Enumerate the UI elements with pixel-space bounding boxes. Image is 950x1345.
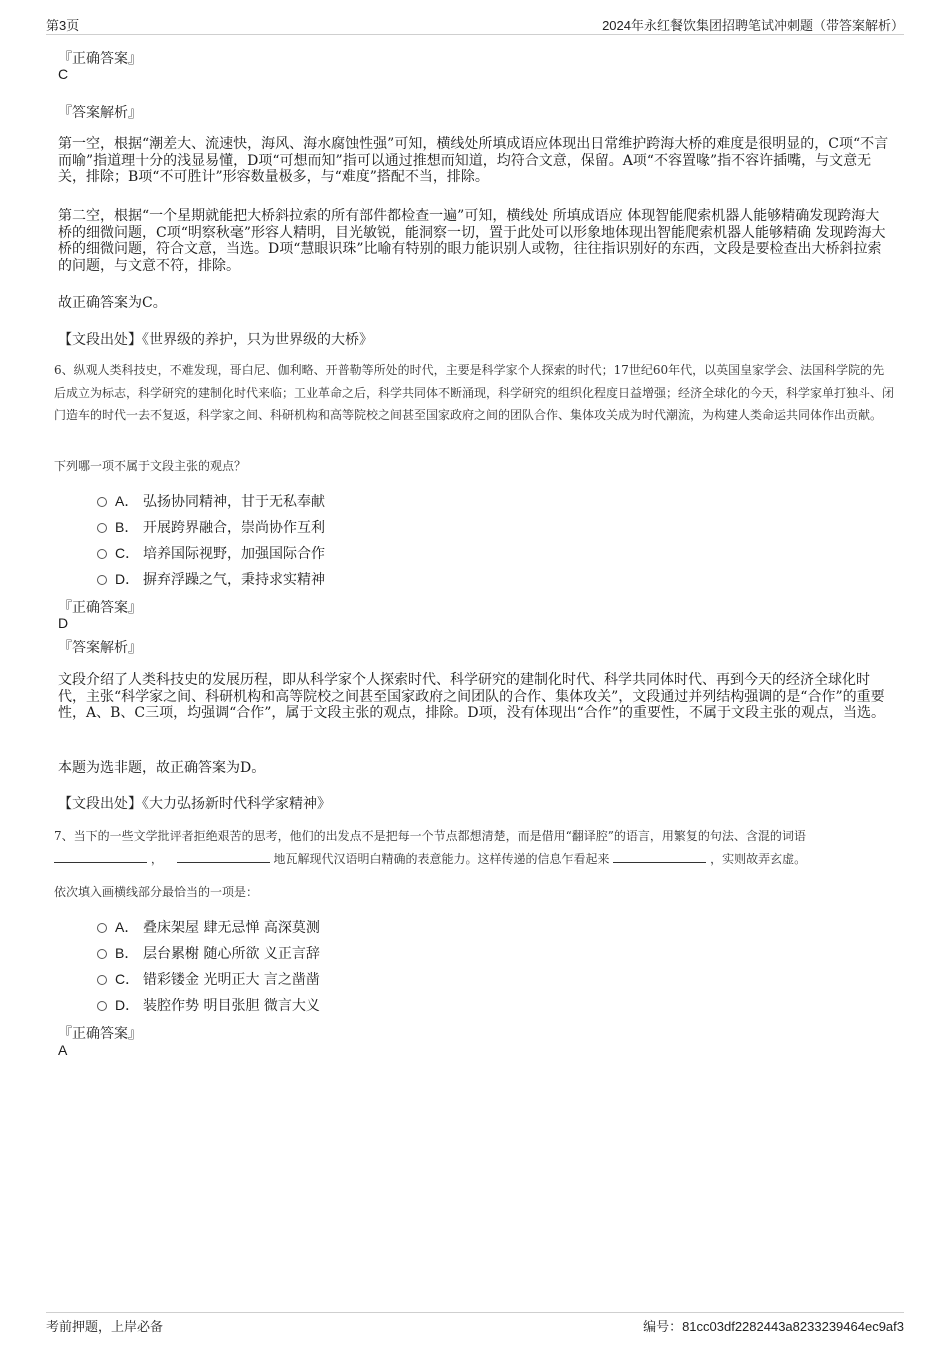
q7-answer-label: 『正确答案』: [58, 1026, 142, 1042]
page-footer: [46, 1312, 904, 1335]
q6-source: 【文段出处】《大力弘扬新时代科学家精神》: [58, 796, 331, 812]
page-number: 第3页: [46, 18, 80, 33]
option-text: 层台累榭 随心所欲 义正言辞: [143, 946, 320, 962]
q5-source: 【文段出处】《世界级的养护，只为世界级的大桥》: [58, 332, 373, 348]
q5-answer-label: 『正确答案』: [58, 51, 142, 67]
option-key: C．: [115, 971, 140, 987]
q5-analysis-para2: 第二空，根据“一个星期就能把大桥斜拉索的所有部件都检查一遍”可知，横线处 所填成语应 体现智能爬索机器人能够精确发现跨海大桥的细微问题，C项“明察秋毫”形容人精明，目光敏锐，能洞察一切，置于此处可以形象地体现出智能爬索机器人能够精确 发现跨海大桥的细微问题，符合文意，当选。D项“慧眼识珠”比喻有特别的眼力能识别人或物，往往指识别好的东西，文段是要检查出大桥斜拉索的问题，与文意不符，排除。: [58, 208, 886, 274]
q7-blank-2: [177, 850, 270, 863]
q5-answer: C: [58, 66, 69, 82]
option-text: 开展跨界融合，崇尚协作互利: [143, 520, 325, 536]
option-text: 弘扬协同精神，甘于无私奉献: [143, 494, 325, 510]
page-header: [46, 14, 904, 35]
q5-analysis-label: 『答案解析』: [58, 105, 142, 121]
radio-icon[interactable]: [97, 949, 107, 959]
option-key: A．: [115, 919, 139, 935]
q7-blank-1: [54, 850, 147, 863]
option-key: C．: [115, 545, 140, 561]
option-key: A．: [115, 493, 139, 509]
q7-text-part4: ，实则故弄玄虚。: [710, 851, 807, 866]
q5-analysis-para1: 第一空，根据“潮差大、流速快，海风、海水腐蚀性强”可知，横线处所填成语应体现出日常维护跨海大桥的难度是很明显的，C项“不言而喻”指道理十分的浅显易懂，D项“可想而知”指可以通过推想而知道，均符合文意，保留。A项“不容置喙”指不容许插嘴，与文意无关，排除；B项“不可胜计”形容数量极多，与“难度”搭配不当，排除。: [58, 136, 889, 185]
q7-answer: A: [58, 1042, 68, 1058]
q6-question-text: 6、纵观人类科技史，不难发现，哥白尼、伽利略、开普勒等所处的时代，主要是科学家个人探索的时代；17世纪60年代，以英国皇家学会、法国科学院的先后成立为标志，科学研究的建制化时代来临；工业革命之后，科学共同体不断涌现，科学研究的组织化程度日益增强；经济全球化的今天，科学家单打独斗、闭门造车的时代一去不复返，科学家之间、科研机构和高等院校之间甚至国家政府之间的团队合作、集体攻关成为时代潮流，为构建人类命运共同体作出贡献。: [54, 363, 895, 422]
q7-blank-3: [613, 850, 706, 863]
q7-question-text: [54, 825, 894, 870]
document-code: 编号：81cc03df2282443a8233239464ec9af3: [643, 1319, 904, 1334]
radio-icon[interactable]: [97, 575, 107, 585]
option-text: 摒弃浮躁之气，秉持求实精神: [143, 572, 325, 588]
document-title: 2024年永红餐饮集团招聘笔试冲刺题（带答案解析）: [602, 18, 904, 33]
option-key: B．: [115, 519, 139, 535]
q6-stem: 下列哪一项不属于文段主张的观点？: [54, 459, 247, 473]
q7-text-part3: 地瓦解现代汉语明白精确的表意能力。这样传递的信息乍看起来: [273, 851, 610, 866]
option-key: D．: [115, 571, 140, 587]
q7-text-part2: ，: [150, 851, 163, 866]
radio-icon[interactable]: [97, 549, 107, 559]
option-text: 装腔作势 明目张胆 微言大义: [143, 998, 320, 1014]
q6-answer-label: 『正确答案』: [58, 600, 142, 616]
radio-icon[interactable]: [97, 497, 107, 507]
q6-answer: D: [58, 615, 69, 631]
option-key: B．: [115, 945, 139, 961]
q6-analysis-para1: 文段介绍了人类科技史的发展历程，即从科学家个人探索时代、科学研究的建制化时代、科学共同体时代、再到今天的经济全球化时代，主张“科学家之间、科研机构和高等院校之间甚至国家政府之间团队的合作、集体攻关”，文段通过并列结构强调的是“合作”的重要性，A、B、C三项，均强调“合作”，属于文段主张的观点，排除。D项，没有体现出“合作”的重要性，不属于文段主张的观点，当选。: [58, 672, 885, 721]
radio-icon[interactable]: [97, 1001, 107, 1011]
q7-text-part1: 7、当下的一些文学批评者拒绝艰苦的思考，他们的出发点不是把每一个节点都想清楚，而是借用“翻译腔”的语言，用繁复的句法、含混的词语: [54, 829, 806, 843]
radio-icon[interactable]: [97, 975, 107, 985]
footer-slogan: 考前押题，上岸必备: [46, 1319, 164, 1334]
radio-icon[interactable]: [97, 923, 107, 933]
option-text: 培养国际视野，加强国际合作: [143, 546, 325, 562]
q5-conclusion: 故正确答案为C。: [58, 295, 167, 311]
option-text: 错彩镂金 光明正大 言之凿凿: [143, 972, 320, 988]
q7-stem: 依次填入画横线部分最恰当的一项是：: [54, 885, 259, 899]
q6-conclusion: 本题为选非题，故正确答案为D。: [58, 760, 266, 776]
option-key: D．: [115, 997, 140, 1013]
option-text: 叠床架屋 肆无忌惮 高深莫测: [143, 920, 320, 936]
radio-icon[interactable]: [97, 523, 107, 533]
q6-analysis-label: 『答案解析』: [58, 640, 142, 656]
